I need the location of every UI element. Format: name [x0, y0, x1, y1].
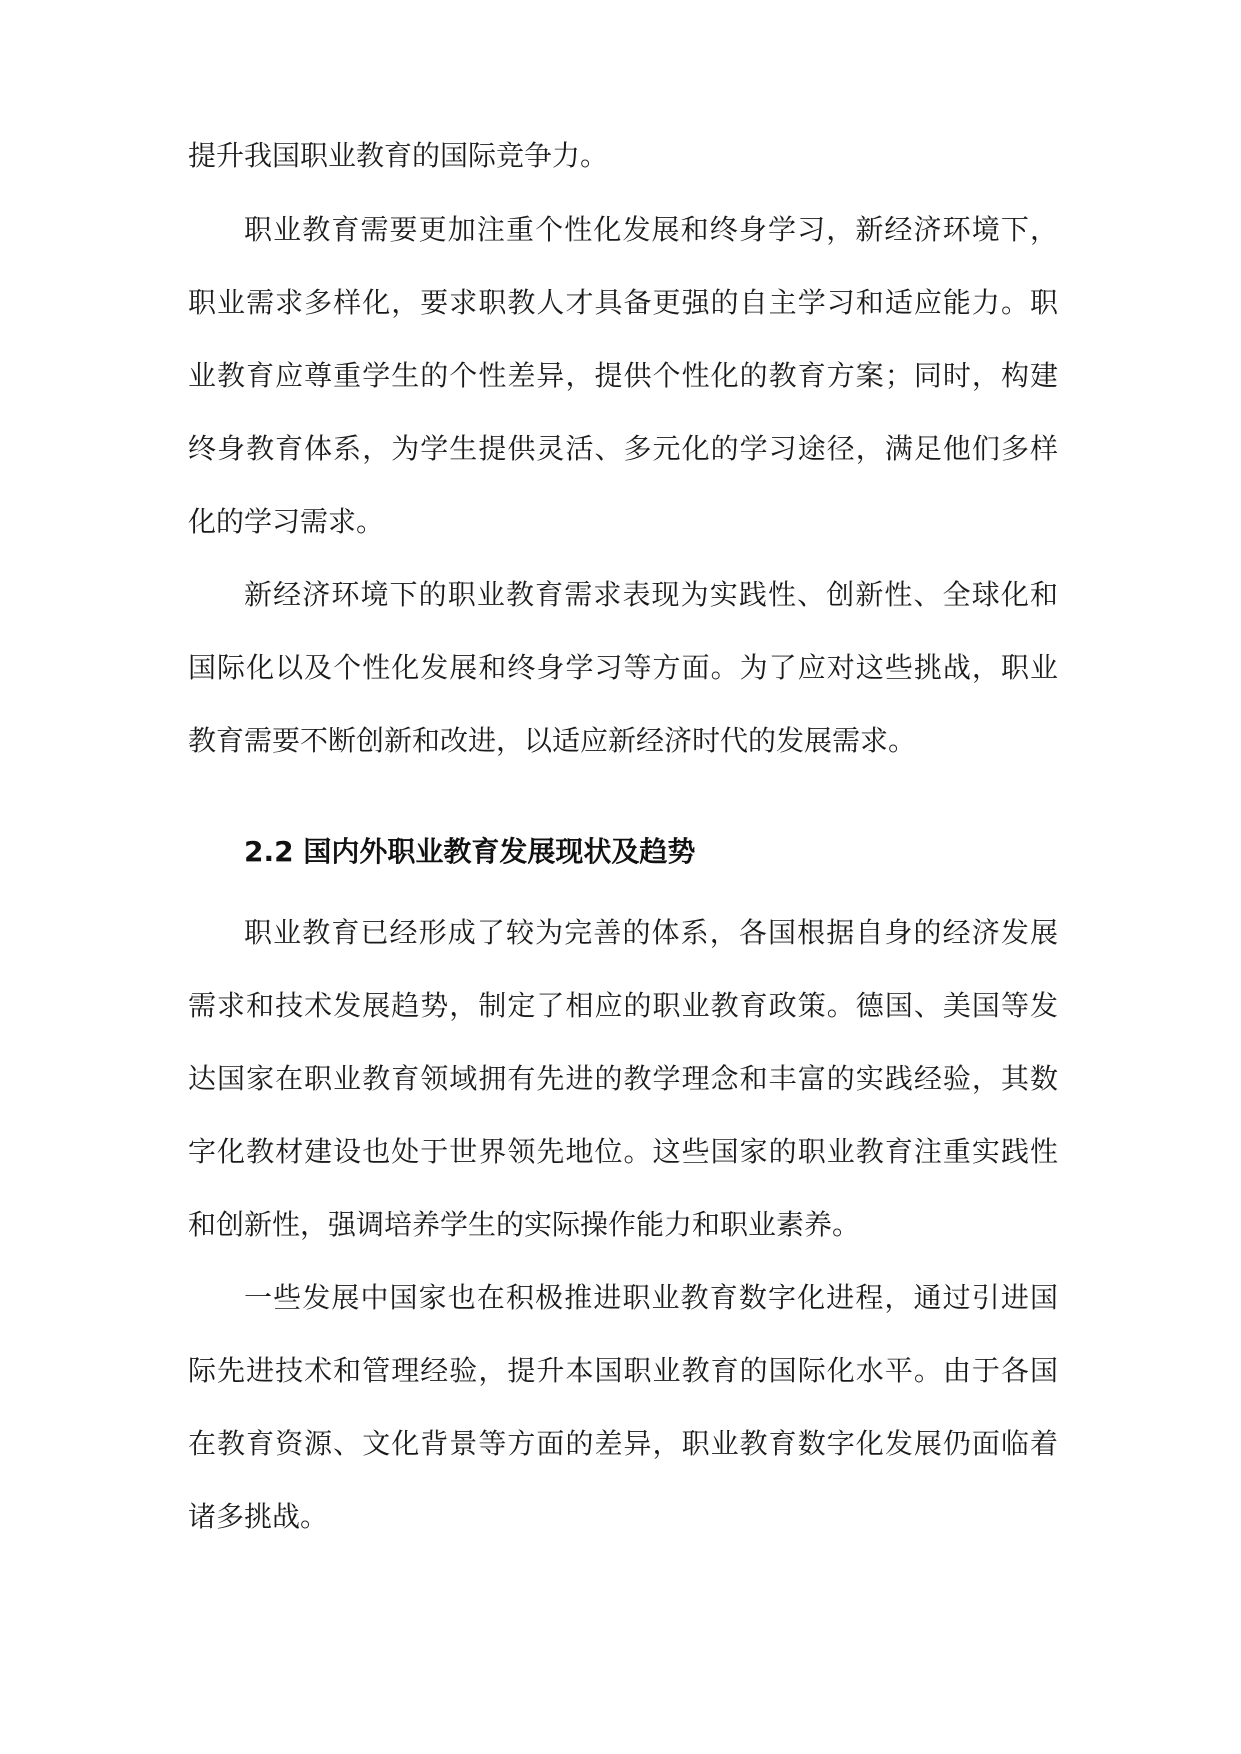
- paragraph-line: 职业教育需要更加注重个性化发展和终身学习，新经济环境下，: [244, 213, 1058, 246]
- paragraph-line: 一些发展中国家也在积极推进职业教育数字化进程，通过引进国: [244, 1281, 1058, 1314]
- paragraph-line: 字化教材建设也处于世界领先地位。这些国家的职业教育注重实践性: [188, 1135, 1058, 1168]
- paragraph-line: 业教育应尊重学生的个性差异，提供个性化的教育方案；同时，构建: [188, 359, 1058, 392]
- paragraph-line: 需求和技术发展趋势，制定了相应的职业教育政策。德国、美国等发: [188, 989, 1058, 1022]
- paragraph-line: 终身教育体系，为学生提供灵活、多元化的学习途径，满足他们多样: [188, 432, 1058, 465]
- paragraph-line: 和创新性，强调培养学生的实际操作能力和职业素养。: [188, 1208, 861, 1241]
- paragraph-line: 职业教育已经形成了较为完善的体系，各国根据自身的经济发展: [244, 916, 1058, 949]
- section-heading: 2.2 国内外职业教育发展现状及趋势: [244, 835, 696, 868]
- paragraph-line: 国际化以及个性化发展和终身学习等方面。为了应对这些挑战，职业: [188, 651, 1058, 684]
- paragraph-line: 在教育资源、文化背景等方面的差异，职业教育数字化发展仍面临着: [188, 1427, 1058, 1460]
- paragraph-line: 化的学习需求。: [188, 505, 385, 538]
- paragraph-line: 新经济环境下的职业教育需求表现为实践性、创新性、全球化和: [244, 578, 1058, 611]
- paragraph-line: 教育需要不断创新和改进，以适应新经济时代的发展需求。: [188, 724, 917, 757]
- paragraph-line: 职业需求多样化，要求职教人才具备更强的自主学习和适应能力。职: [188, 286, 1058, 319]
- paragraph-line: 达国家在职业教育领域拥有先进的教学理念和丰富的实践经验，其数: [188, 1062, 1058, 1095]
- paragraph-line: 际先进技术和管理经验，提升本国职业教育的国际化水平。由于各国: [188, 1354, 1058, 1387]
- paragraph-line: 诸多挑战。: [188, 1500, 329, 1533]
- paragraph-line: 提升我国职业教育的国际竞争力。: [188, 139, 609, 172]
